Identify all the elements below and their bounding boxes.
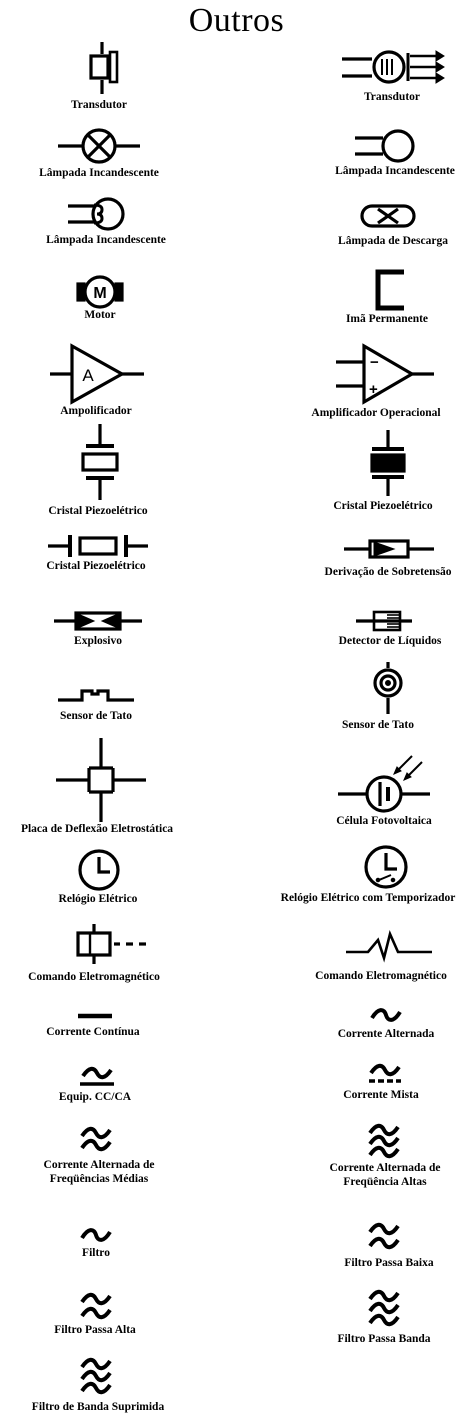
label-placa-deflexao: Placa de Deflexão Eletrostática bbox=[20, 823, 174, 835]
page-title: Outros bbox=[188, 2, 285, 39]
deflection-plate-symbol bbox=[56, 738, 146, 822]
label-celula-fotovoltaica: Célula Fotovoltaica bbox=[336, 815, 432, 827]
direct-current-symbol bbox=[78, 1012, 112, 1020]
label-detector-liquidos: Detector de Líquidos bbox=[338, 635, 442, 647]
label-cristal-horizontal: Cristal Piezoelétrico bbox=[46, 560, 146, 572]
opamp-plus: + bbox=[369, 381, 378, 398]
electric-clock-symbol bbox=[77, 848, 121, 892]
label-lampada-filament: Lâmpada Incandescente bbox=[46, 234, 166, 246]
mixed-current-symbol bbox=[368, 1062, 402, 1086]
piezo-crystal-horizontal-symbol bbox=[48, 532, 148, 560]
ac-dc-equipment-symbol bbox=[80, 1064, 114, 1088]
label-lampada-descarga: Lâmpada de Descarga bbox=[338, 235, 448, 247]
high-pass-filter-symbol bbox=[80, 1292, 112, 1322]
label-ca-freq-altas-line2: Freqüência Altas bbox=[343, 1176, 427, 1188]
band-stop-filter-symbol bbox=[80, 1358, 112, 1398]
medium-frequency-ac-symbol bbox=[80, 1126, 112, 1154]
label-explosivo: Explosivo bbox=[74, 635, 122, 647]
opamp-symbol bbox=[336, 344, 434, 404]
timer-clock-symbol bbox=[363, 844, 409, 890]
label-corrente-continua: Corrente Contínua bbox=[46, 1026, 140, 1038]
amplifier-symbol bbox=[50, 344, 144, 404]
label-filtro: Filtro bbox=[82, 1247, 110, 1259]
label-ca-freq-altas bbox=[315, 1161, 455, 1189]
label-ca-freq-medias-line1: Corrente Alternada de bbox=[43, 1159, 155, 1171]
label-derivacao: Derivação de Sobretensão bbox=[324, 566, 452, 578]
surge-arrester-symbol bbox=[344, 538, 434, 560]
motor-letter: M bbox=[93, 285, 107, 302]
electromagnetic-command-zigzag-symbol bbox=[346, 932, 432, 960]
label-ca-freq-medias bbox=[29, 1158, 169, 1186]
label-lampada-right: Lâmpada Incandescente bbox=[335, 165, 455, 177]
lamp-filament-symbol bbox=[68, 196, 126, 232]
permanent-magnet-symbol bbox=[374, 270, 408, 310]
label-filtro-passa-alta: Filtro Passa Alta bbox=[54, 1324, 136, 1336]
label-filtro-passa-baixa: Filtro Passa Baixa bbox=[344, 1257, 434, 1269]
explosive-symbol bbox=[54, 610, 142, 632]
lamp-x-symbol bbox=[58, 128, 140, 164]
transducer-symbol-right bbox=[342, 50, 446, 86]
label-sensor-tato-right: Sensor de Tato bbox=[341, 719, 415, 731]
high-frequency-ac-symbol bbox=[368, 1124, 400, 1160]
piezo-crystal-symbol-left bbox=[80, 424, 120, 500]
electromagnetic-command-coil-symbol bbox=[76, 924, 150, 964]
opamp-minus: − bbox=[370, 354, 379, 371]
band-pass-filter-symbol bbox=[368, 1290, 400, 1330]
label-motor: Motor bbox=[84, 309, 116, 321]
label-sensor-tato-left: Sensor de Tato bbox=[59, 710, 133, 722]
label-filtro-banda-suprimida: Filtro de Banda Suprimida bbox=[31, 1401, 165, 1413]
label-lampada-left: Lâmpada Incandescente bbox=[39, 167, 159, 179]
transducer-symbol-left bbox=[85, 42, 125, 94]
label-ca-freq-altas-line1: Corrente Alternada de bbox=[329, 1162, 441, 1174]
label-equip-cc-ca: Equip. CC/CA bbox=[58, 1091, 132, 1103]
label-ca-freq-medias-line2: Freqüências Médias bbox=[49, 1173, 149, 1185]
liquid-detector-symbol bbox=[356, 608, 412, 634]
alternating-current-symbol bbox=[370, 1006, 402, 1024]
label-corrente-mista: Corrente Mista bbox=[343, 1089, 419, 1101]
photovoltaic-cell-symbol bbox=[338, 754, 430, 814]
label-relogio-temporizador: Relógio Elétrico com Temporizador bbox=[280, 892, 456, 904]
label-transdutor-left: Transdutor bbox=[70, 99, 128, 111]
label-comando-eletromagnetico-right: Comando Eletromagnético bbox=[315, 970, 447, 982]
touch-sensor-step-symbol bbox=[58, 688, 134, 702]
label-amplificador-operacional: Amplificador Operacional bbox=[311, 407, 441, 419]
label-filtro-passa-banda: Filtro Passa Banda bbox=[337, 1333, 431, 1345]
piezo-crystal-symbol-right bbox=[368, 430, 408, 496]
label-relogio-eletrico: Relógio Elétrico bbox=[58, 893, 138, 905]
label-corrente-alternada: Corrente Alternada bbox=[337, 1028, 435, 1040]
label-comando-eletromagnetico-left: Comando Eletromagnético bbox=[28, 971, 160, 983]
label-ima-permanente: Imã Permanente bbox=[345, 313, 429, 325]
discharge-lamp-symbol bbox=[360, 204, 416, 228]
label-cristal-right: Cristal Piezoelétrico bbox=[333, 500, 433, 512]
label-ampolificador: Ampolificador bbox=[60, 405, 132, 417]
filter-symbol bbox=[80, 1226, 112, 1244]
amp-letter: A bbox=[82, 366, 94, 385]
label-transdutor-right: Transdutor bbox=[363, 91, 421, 103]
lamp-socket-symbol bbox=[355, 128, 417, 164]
touch-sensor-circle-symbol bbox=[372, 662, 404, 714]
motor-symbol bbox=[78, 274, 122, 310]
label-cristal-left: Cristal Piezoelétrico bbox=[48, 505, 148, 517]
low-pass-filter-symbol bbox=[368, 1222, 400, 1252]
